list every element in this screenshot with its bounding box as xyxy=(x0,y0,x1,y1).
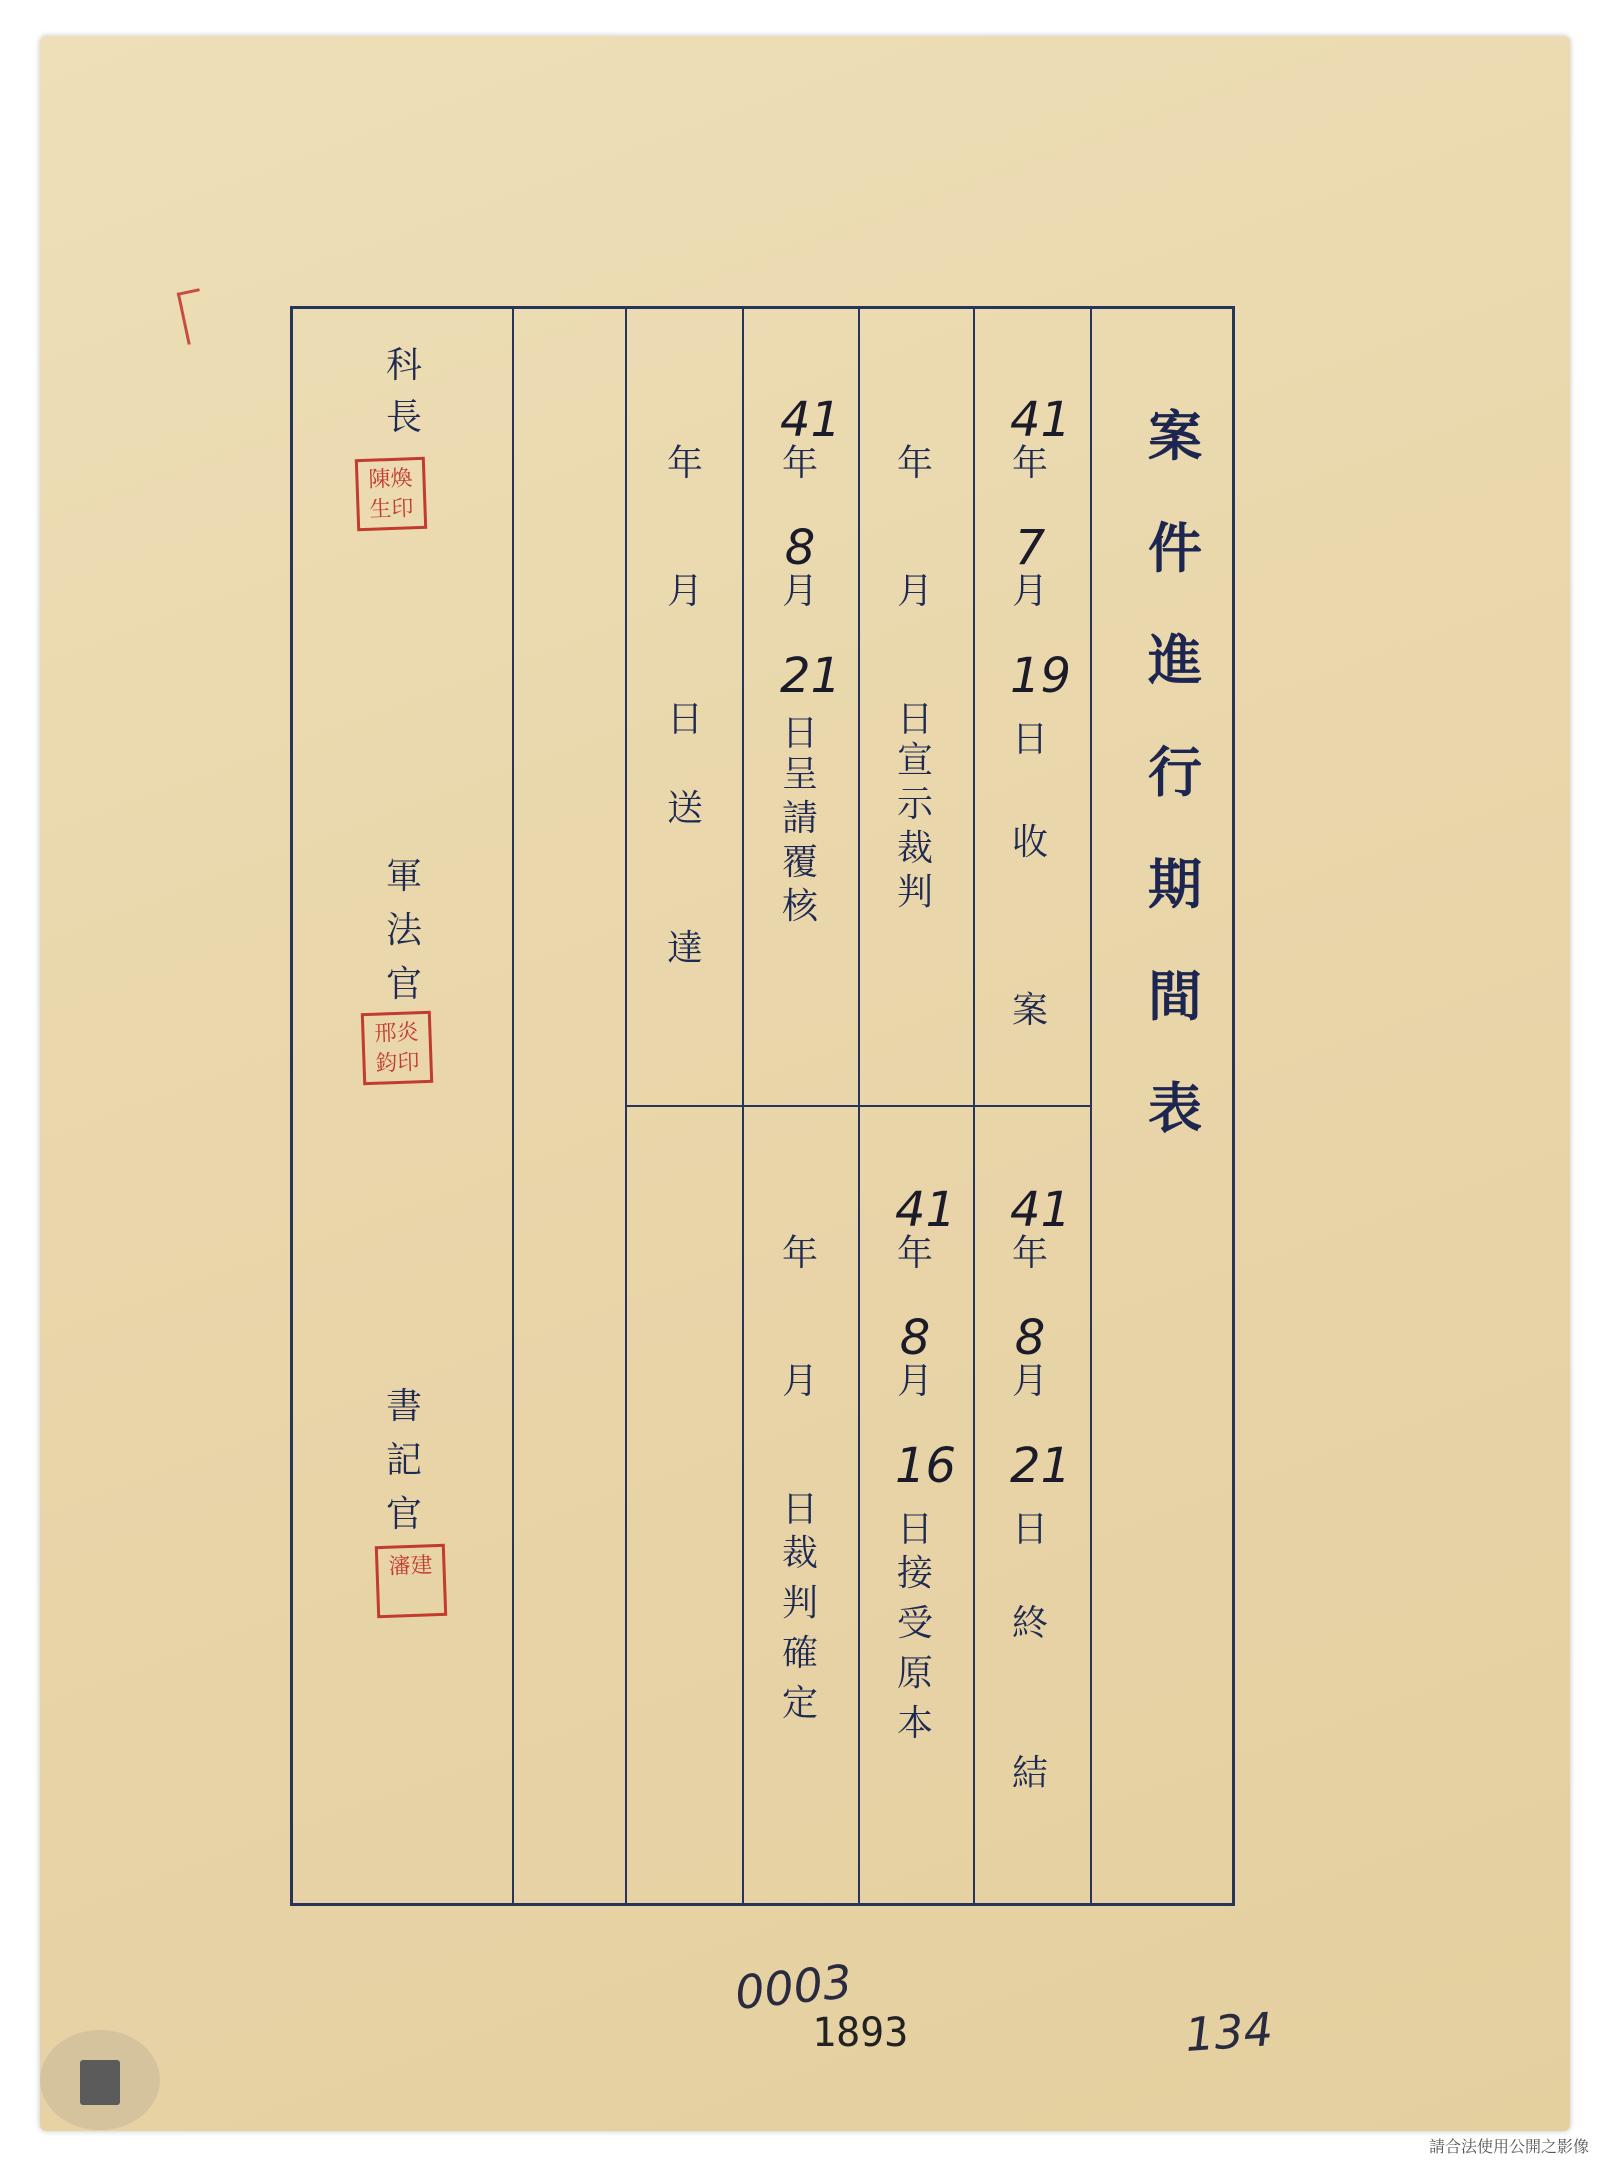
footer-note: 請合法使用公開之影像 xyxy=(1428,2137,1589,2156)
stamp-number: 1893 xyxy=(812,2010,909,2056)
handwritten-year: 41 xyxy=(780,392,842,448)
row-divider xyxy=(625,1105,1090,1107)
year-label: 年 xyxy=(1011,443,1048,484)
day-label: 日 xyxy=(1011,719,1048,760)
page-title: 案件進行期間表 xyxy=(1148,404,1202,1140)
handwritten-month: 8 xyxy=(899,1310,931,1366)
handwritten-day: 16 xyxy=(895,1438,957,1494)
action-label: 裁判確定 xyxy=(781,1533,818,1724)
handwritten-year: 41 xyxy=(1010,1182,1072,1238)
action-label: 接受原本 xyxy=(896,1553,933,1744)
upper-col1 xyxy=(1010,392,1072,1095)
month-label: 月 xyxy=(781,1361,818,1402)
handwritten-day: 19 xyxy=(1010,648,1072,704)
handwritten-code: 0003 xyxy=(732,1954,855,2020)
month-label: 月 xyxy=(1011,1361,1048,1402)
handwritten-year: 41 xyxy=(895,1182,957,1238)
lower-col2 xyxy=(895,1182,957,1749)
handwritten-year: 41 xyxy=(1010,392,1072,448)
handwritten-day: 21 xyxy=(1010,1438,1072,1494)
year-label: 年 xyxy=(781,1233,818,1274)
year-label: 年 xyxy=(896,443,933,484)
handwritten-month: 8 xyxy=(1014,1310,1046,1366)
action-label: 送達 xyxy=(666,788,703,969)
day-label: 日 xyxy=(781,713,818,754)
archive-logo xyxy=(40,2030,160,2130)
month-label: 月 xyxy=(1011,571,1048,612)
lower-col1 xyxy=(1010,1182,1072,1849)
month-label: 月 xyxy=(781,571,818,612)
table-divider xyxy=(512,306,514,1906)
clerk-seal: 瀋建 xyxy=(375,1544,447,1618)
year-label: 年 xyxy=(1011,1233,1048,1274)
day-label: 日 xyxy=(781,1489,818,1530)
handwritten-month: 7 xyxy=(1014,520,1046,576)
action-label: 收案 xyxy=(1011,822,1048,1031)
lower-col3 xyxy=(780,1235,820,1729)
year-label: 年 xyxy=(896,1233,933,1274)
month-label: 月 xyxy=(896,571,933,612)
month-label: 月 xyxy=(666,571,703,612)
upper-col3 xyxy=(780,392,842,929)
action-label: 終結 xyxy=(1011,1603,1048,1794)
handwritten-day: 21 xyxy=(780,648,842,704)
handwritten-month: 8 xyxy=(784,520,816,576)
handwritten-page: 134 xyxy=(1183,2002,1275,2062)
section-chief-label: 科長 xyxy=(385,345,422,438)
month-label: 月 xyxy=(896,1361,933,1402)
day-label: 日 xyxy=(896,1509,933,1550)
upper-col4 xyxy=(665,445,705,1019)
day-label: 日 xyxy=(1011,1509,1048,1550)
clerk-label: 書記官 xyxy=(385,1386,422,1535)
chief-seal: 陳煥生印 xyxy=(355,457,427,531)
judge-label: 軍法官 xyxy=(385,856,422,1005)
action-label: 宣示裁判 xyxy=(896,740,933,913)
table-divider xyxy=(1090,306,1092,1906)
day-label: 日 xyxy=(896,699,933,740)
year-label: 年 xyxy=(666,443,703,484)
upper-col2 xyxy=(895,445,935,915)
action-label: 呈請覆核 xyxy=(781,754,818,927)
judge-seal: 邢炎鈞印 xyxy=(361,1011,433,1085)
day-label: 日 xyxy=(666,699,703,740)
year-label: 年 xyxy=(781,443,818,484)
